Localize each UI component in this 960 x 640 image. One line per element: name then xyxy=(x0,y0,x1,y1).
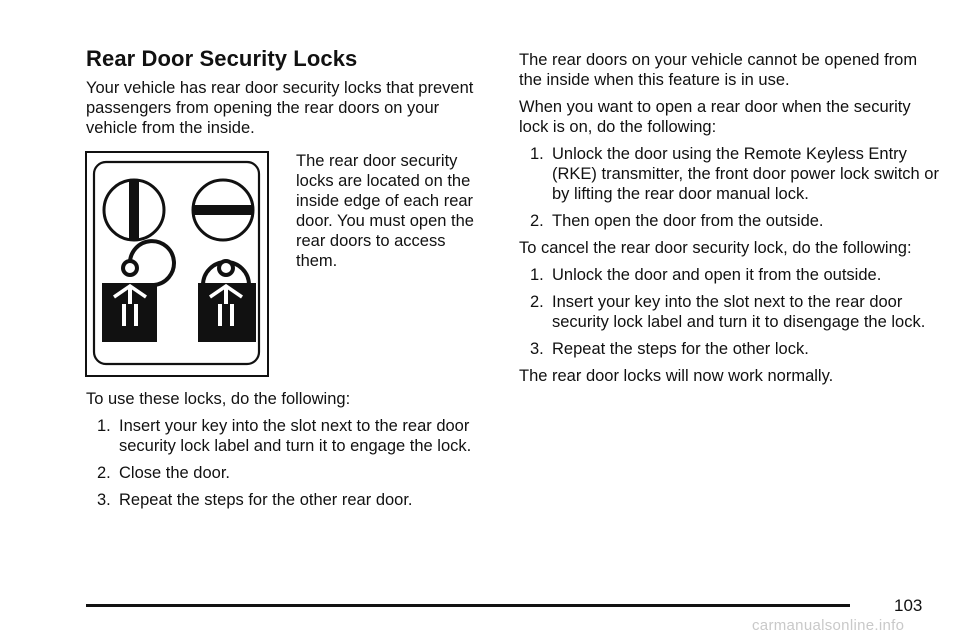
lock-label-graphic xyxy=(87,153,266,374)
list-item: 1. Unlock the door and open it from the outside. xyxy=(530,266,882,284)
page-title: Rear Door Security Locks xyxy=(86,46,358,71)
cancel-intro: To cancel the rear door security lock, do the following: xyxy=(519,239,912,257)
footer-rule xyxy=(86,604,850,607)
list-item: 1. Insert your key into the slot next to the rear door security lock label and turn it to engage the lock. xyxy=(97,417,472,455)
security-lock-label-illustration xyxy=(85,151,269,377)
list-item: 2. Then open the door from the outside. xyxy=(530,212,824,230)
child-unlocked-icon xyxy=(102,241,174,342)
list-item: 3. Repeat the steps for the other rear door. xyxy=(97,491,413,509)
figure-row xyxy=(86,151,486,381)
open-intro: When you want to open a rear door when the security lock is on, do the following: xyxy=(519,98,911,136)
watermark-text: carmanualsonline.info xyxy=(752,617,905,634)
figure-caption: The rear door security locks are located on the inside edge of each rear door. You must open the rear doors to access them. xyxy=(296,152,474,270)
child-locked-icon xyxy=(198,259,256,342)
right-column xyxy=(519,50,939,393)
list-item: 1. Unlock the door using the Remote Keyless Entry (RKE) transmitter, the front door power lock switch or by lifting the rear door manual lock. xyxy=(530,145,939,203)
feature-note: The rear doors on your vehicle cannot be opened from the inside when this feature is in use. xyxy=(519,51,918,89)
left-column xyxy=(86,46,486,517)
closing-paragraph: The rear door locks will now work normally. xyxy=(519,367,834,385)
list-item: 2. Insert your key into the slot next to the rear door security lock label and turn it to disengage the lock. xyxy=(530,293,926,331)
open-steps-list xyxy=(519,144,939,231)
steps-intro: To use these locks, do the following: xyxy=(86,390,351,408)
slot-horizontal-icon xyxy=(193,180,253,240)
slot-vertical-icon xyxy=(104,180,164,240)
page-number: 103 xyxy=(894,596,923,615)
list-item: 3. Repeat the steps for the other lock. xyxy=(530,340,809,358)
intro-paragraph: Your vehicle has rear door security locks that prevent passengers from opening the rear doors on your vehicle from the inside. xyxy=(86,79,474,137)
engage-steps-list xyxy=(86,416,486,510)
cancel-steps-list xyxy=(519,265,939,359)
list-item: 2. Close the door. xyxy=(97,464,230,482)
